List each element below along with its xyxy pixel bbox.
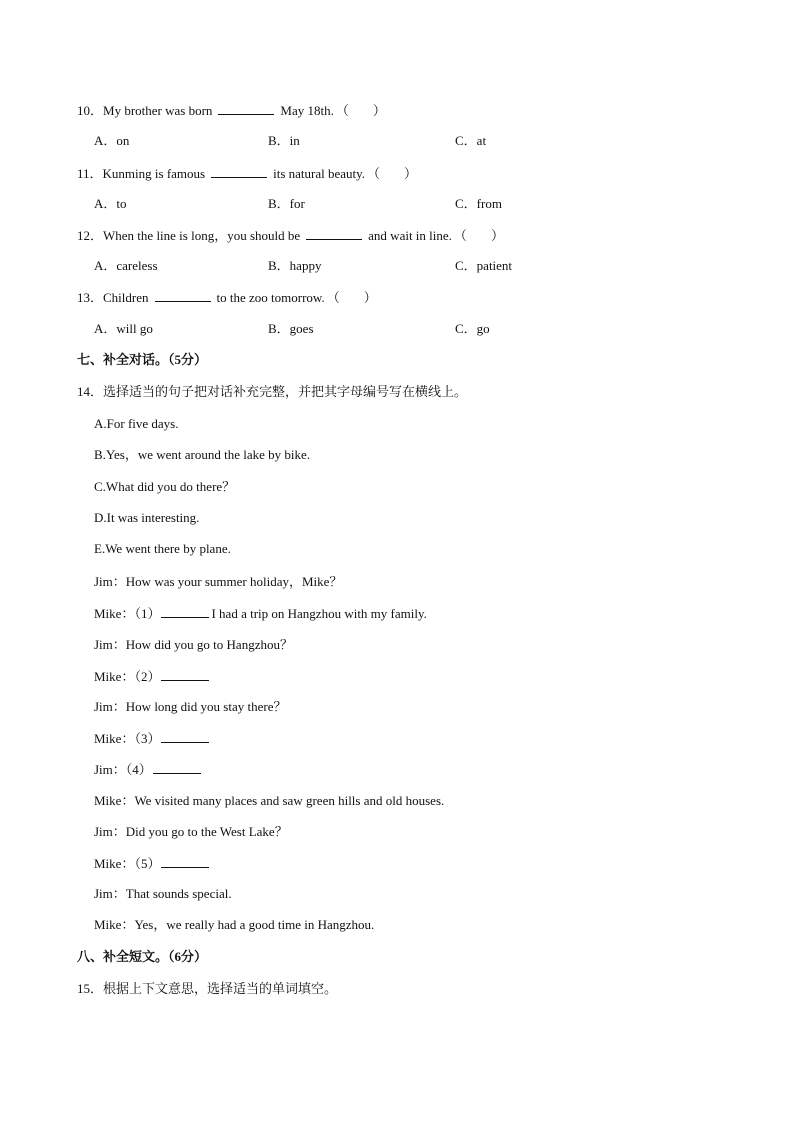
question-number: 10． bbox=[77, 103, 104, 118]
dialogue-line-12 bbox=[94, 917, 374, 933]
dialogue-line-8 bbox=[94, 793, 444, 809]
question-stem-after: May 18th. bbox=[280, 103, 334, 118]
option-c[interactable]: C．go bbox=[455, 321, 490, 336]
option-b[interactable]: B．in bbox=[268, 133, 300, 148]
dialogue-text: How did you go to Hangzhou？ bbox=[125, 637, 293, 652]
answer-blank-3[interactable] bbox=[161, 730, 209, 743]
question-15-prompt: 15．根据上下文意思，选择适当的单词填空。 bbox=[77, 981, 338, 996]
option-b[interactable]: B．happy bbox=[268, 258, 322, 273]
question-12 bbox=[77, 227, 504, 244]
answer-parentheses[interactable]: （ ） bbox=[335, 103, 386, 118]
blank-number: （2） bbox=[134, 669, 161, 684]
blank-number: （5） bbox=[134, 856, 161, 871]
speaker: Mike： bbox=[94, 606, 135, 621]
blank-number: （3） bbox=[134, 731, 161, 746]
dialogue-line-7 bbox=[94, 761, 203, 778]
option-a[interactable]: A．to bbox=[94, 196, 127, 211]
question-number: 11． bbox=[77, 166, 103, 181]
choice-a: A.For five days. bbox=[94, 416, 179, 431]
answer-parentheses[interactable]: （ ） bbox=[367, 166, 418, 181]
option-b[interactable]: B．goes bbox=[268, 321, 314, 336]
answer-blank[interactable] bbox=[155, 289, 211, 302]
speaker: Mike： bbox=[94, 917, 135, 932]
choice-b: B.Yes，we went around the lake by bike. bbox=[94, 447, 311, 462]
option-c[interactable]: C．from bbox=[455, 196, 502, 211]
speaker: Mike： bbox=[94, 793, 135, 808]
question-13 bbox=[77, 289, 377, 306]
dialogue-text: How long did you stay there？ bbox=[125, 699, 287, 714]
answer-blank-2[interactable] bbox=[161, 668, 209, 681]
question-stem-before: When the line is long，you should be bbox=[103, 228, 301, 243]
speaker: Jim： bbox=[94, 886, 126, 901]
dialogue-line-10 bbox=[94, 855, 211, 872]
option-a[interactable]: A．careless bbox=[94, 258, 158, 273]
speaker: Jim： bbox=[94, 824, 126, 839]
speaker: Mike： bbox=[94, 731, 135, 746]
question-stem-after: to the zoo tomorrow. bbox=[216, 290, 325, 305]
blank-number: （1） bbox=[134, 606, 161, 621]
dialogue-line-11 bbox=[94, 886, 232, 902]
answer-blank[interactable] bbox=[211, 165, 267, 178]
speaker: Jim： bbox=[94, 637, 126, 652]
dialogue-line-1 bbox=[94, 574, 342, 590]
dialogue-line-6 bbox=[94, 730, 211, 747]
question-stem-after: its natural beauty. bbox=[273, 166, 366, 181]
dialogue-line-5 bbox=[94, 699, 286, 715]
answer-blank[interactable] bbox=[218, 102, 274, 115]
question-stem-before: Children bbox=[103, 290, 149, 305]
question-10 bbox=[77, 102, 386, 119]
choice-e: E.We went there by plane. bbox=[94, 541, 231, 556]
answer-blank-4[interactable] bbox=[153, 761, 201, 774]
choice-c: C.What did you do there？ bbox=[94, 479, 236, 494]
question-11 bbox=[77, 165, 417, 182]
dialogue-text: That sounds special. bbox=[125, 886, 232, 901]
option-c[interactable]: C．at bbox=[455, 133, 487, 148]
option-b[interactable]: B．for bbox=[268, 196, 305, 211]
option-a[interactable]: A．will go bbox=[94, 321, 153, 336]
question-stem-after: and wait in line. bbox=[368, 228, 452, 243]
speaker: Jim： bbox=[94, 762, 126, 777]
speaker: Mike： bbox=[94, 856, 135, 871]
option-c[interactable]: C．patient bbox=[455, 258, 513, 273]
dialogue-text: How was your summer holiday，Mike？ bbox=[125, 574, 343, 589]
dialogue-text: I had a trip on Hangzhou with my family. bbox=[211, 606, 427, 621]
section-8-title: 八、补全短文。（6分） bbox=[77, 949, 208, 964]
dialogue-line-4 bbox=[94, 668, 211, 685]
dialogue-text: We visited many places and saw green hills and old houses. bbox=[134, 793, 445, 808]
speaker: Mike： bbox=[94, 669, 135, 684]
answer-blank[interactable] bbox=[306, 227, 362, 240]
blank-number: （4） bbox=[125, 762, 152, 777]
option-a[interactable]: A．on bbox=[94, 133, 130, 148]
question-stem-before: Kunming is famous bbox=[102, 166, 206, 181]
section-7-title: 七、补全对话。（5分） bbox=[77, 352, 208, 367]
dialogue-line-9 bbox=[94, 824, 288, 840]
question-stem-before: My brother was born bbox=[103, 103, 213, 118]
answer-blank-5[interactable] bbox=[161, 855, 209, 868]
dialogue-text: Yes，we really had a good time in Hangzhou. bbox=[134, 917, 375, 932]
question-14-prompt: 14．选择适当的句子把对话补充完整，并把其字母编号写在横线上。 bbox=[77, 384, 468, 399]
choice-d: D.It was interesting. bbox=[94, 510, 200, 525]
question-number: 12． bbox=[77, 228, 104, 243]
speaker: Jim： bbox=[94, 699, 126, 714]
dialogue-text: Did you go to the West Lake？ bbox=[125, 824, 288, 839]
speaker: Jim： bbox=[94, 574, 126, 589]
answer-blank-1[interactable] bbox=[161, 605, 209, 618]
answer-parentheses[interactable]: （ ） bbox=[326, 290, 377, 305]
dialogue-line-3 bbox=[94, 637, 293, 653]
dialogue-line-2 bbox=[94, 605, 427, 622]
question-number: 13． bbox=[77, 290, 104, 305]
answer-parentheses[interactable]: （ ） bbox=[453, 228, 504, 243]
